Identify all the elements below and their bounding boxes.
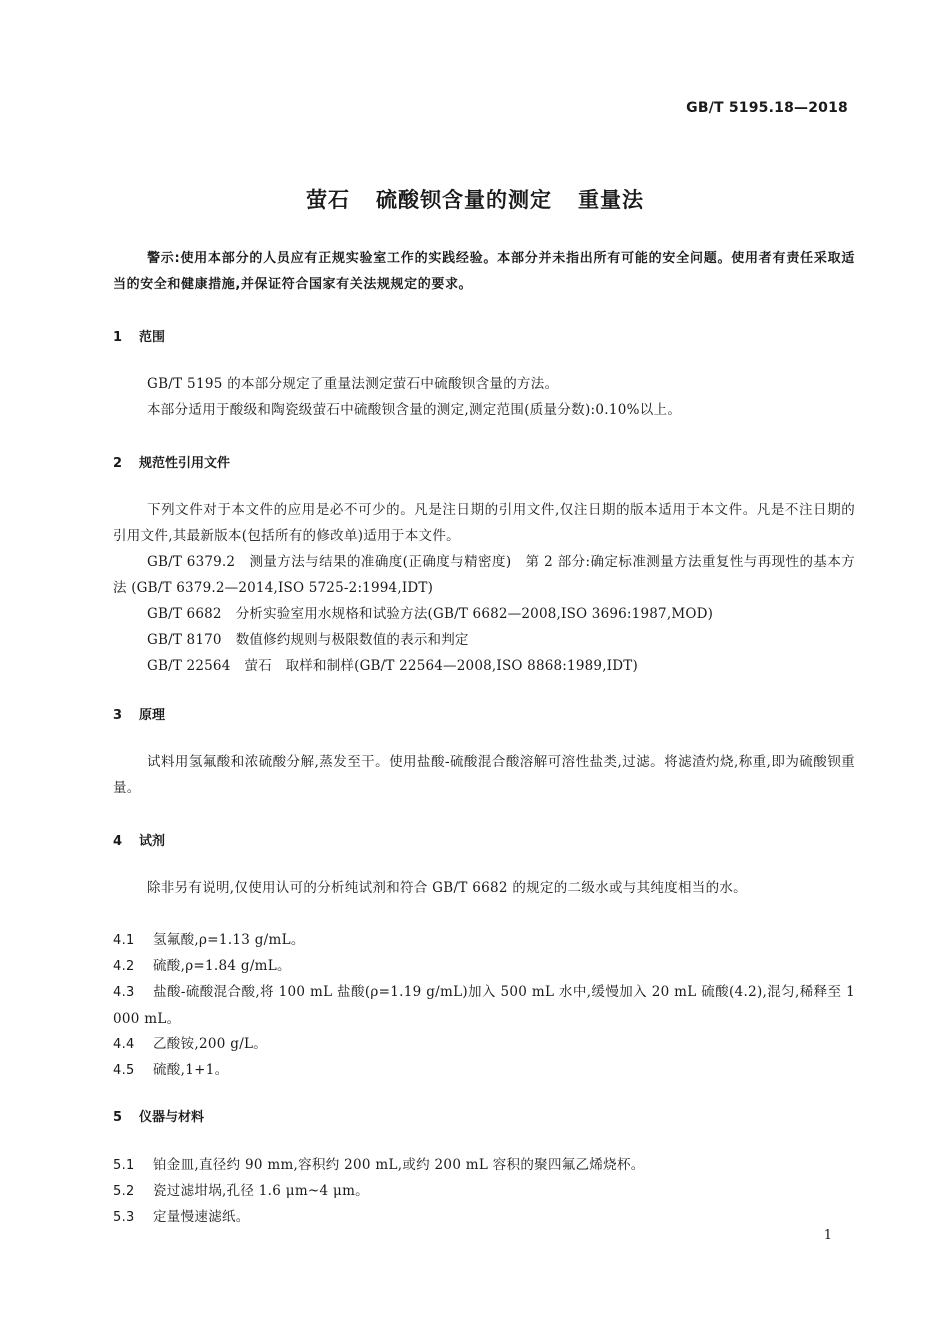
section-title: 规范性引用文件 xyxy=(139,456,231,471)
reference-text: 测量方法与结果的准确度(正确度与精密度) 第 2 部分:确定标准测量方法重复性与再现性的基本方法 (GB/T 6379.2—2014,ISO 5725-2:1994,IDT) xyxy=(113,554,855,596)
principle-paragraph: 试料用氢氟酸和浓硫酸分解,蒸发至干。使用盐酸-硫酸混合酸溶解可溶性盐类,过滤。将滤渣灼烧,称重,即为硫酸钡重量。 xyxy=(113,754,855,796)
item-number: 4.5 xyxy=(113,1063,135,1078)
item-number: 4.4 xyxy=(113,1037,135,1052)
scope-paragraph-1: GB/T 5195 的本部分规定了重量法测定萤石中硫酸钡含量的方法。 xyxy=(147,376,559,392)
section-title: 试剂 xyxy=(139,834,166,849)
reference-code: GB/T 22564 xyxy=(147,658,231,674)
item-text: 盐酸-硫酸混合酸,将 100 mL 盐酸(ρ=1.19 g/mL)加入 500 mL 水中,缓慢加入 20 mL 硫酸(4.2),混匀,稀释至 1 000 mL。 xyxy=(113,984,855,1027)
reference-item xyxy=(113,549,855,601)
title-part-2: 硫酸钡含量的测定 xyxy=(376,188,552,212)
item-text: 氢氟酸,ρ=1.13 g/mL。 xyxy=(153,932,305,948)
item-text: 瓷过滤坩埚,孔径 1.6 μm~4 μm。 xyxy=(153,1183,369,1199)
item-text: 乙酸铵,200 g/L。 xyxy=(153,1036,268,1052)
item-number: 5.3 xyxy=(113,1210,135,1225)
item-number: 5.1 xyxy=(113,1158,135,1173)
section-heading-scope xyxy=(113,326,165,345)
reference-item xyxy=(147,653,855,679)
item-text: 铂金皿,直径约 90 mm,容积约 200 mL,或约 200 mL 容积的聚四氟乙烯烧杯。 xyxy=(153,1157,645,1173)
item-number: 4.3 xyxy=(113,985,135,1000)
apparatus-item xyxy=(113,1152,855,1179)
document-title xyxy=(0,184,950,214)
reference-text: 数值修约规则与极限数值的表示和判定 xyxy=(235,632,469,648)
section-title: 范围 xyxy=(139,330,166,345)
section-number: 1 xyxy=(113,330,123,345)
apparatus-item xyxy=(113,1204,855,1231)
reagent-item xyxy=(113,1057,855,1084)
section-number: 4 xyxy=(113,834,123,849)
reagent-item xyxy=(113,953,855,980)
reference-code: GB/T 8170 xyxy=(147,632,222,648)
reference-item xyxy=(147,601,855,627)
section-heading-principle xyxy=(113,704,165,723)
standard-number: GB/T 5195.18—2018 xyxy=(686,100,848,116)
item-text: 定量慢速滤纸。 xyxy=(153,1209,250,1225)
section-heading-apparatus xyxy=(113,1106,204,1125)
section-number: 2 xyxy=(113,456,123,471)
scope-paragraph-2: 本部分适用于酸级和陶瓷级萤石中硫酸钡含量的测定,测定范围(质量分数):0.10%以上。 xyxy=(147,402,682,418)
section-number: 3 xyxy=(113,708,123,723)
item-text: 硫酸,ρ=1.84 g/mL。 xyxy=(153,958,291,974)
reference-text: 分析实验室用水规格和试验方法(GB/T 6682—2008,ISO 3696:1987,MOD) xyxy=(235,606,714,622)
reagent-item xyxy=(113,979,855,1032)
item-number: 4.1 xyxy=(113,933,135,948)
apparatus-item xyxy=(113,1178,855,1205)
references-intro: 下列文件对于本文件的应用是必不可少的。凡是注日期的引用文件,仅注日期的版本适用于本文件。凡是不注日期的引用文件,其最新版本(包括所有的修改单)适用于本文件。 xyxy=(113,502,855,544)
reference-code: GB/T 6379.2 xyxy=(147,554,236,570)
section-title: 原理 xyxy=(139,708,166,723)
section-number: 5 xyxy=(113,1110,123,1125)
section-title: 仪器与材料 xyxy=(139,1110,205,1125)
reagent-item xyxy=(113,1031,855,1058)
title-part-3: 重量法 xyxy=(578,188,644,212)
reference-text: 萤石 取样和制样(GB/T 22564—2008,ISO 8868:1989,IDT) xyxy=(244,658,638,674)
reagents-intro: 除非另有说明,仅使用认可的分析纯试剂和符合 GB/T 6682 的规定的二级水或与其纯度相当的水。 xyxy=(147,880,747,896)
item-text: 硫酸,1+1。 xyxy=(153,1062,229,1078)
reference-code: GB/T 6682 xyxy=(147,606,222,622)
section-heading-normative-references xyxy=(113,452,230,471)
item-number: 5.2 xyxy=(113,1184,135,1199)
item-number: 4.2 xyxy=(113,959,135,974)
section-heading-reagents xyxy=(113,830,165,849)
reference-item xyxy=(147,627,855,653)
page-number: 1 xyxy=(823,1228,832,1243)
title-part-1: 萤石 xyxy=(306,188,350,212)
warning-notice: 警示:使用本部分的人员应有正规实验室工作的实践经验。本部分并未指出所有可能的安全问题。使用者有责任采取适当的安全和健康措施,并保证符合国家有关法规规定的要求。 xyxy=(113,251,855,292)
reagent-item xyxy=(113,927,855,954)
